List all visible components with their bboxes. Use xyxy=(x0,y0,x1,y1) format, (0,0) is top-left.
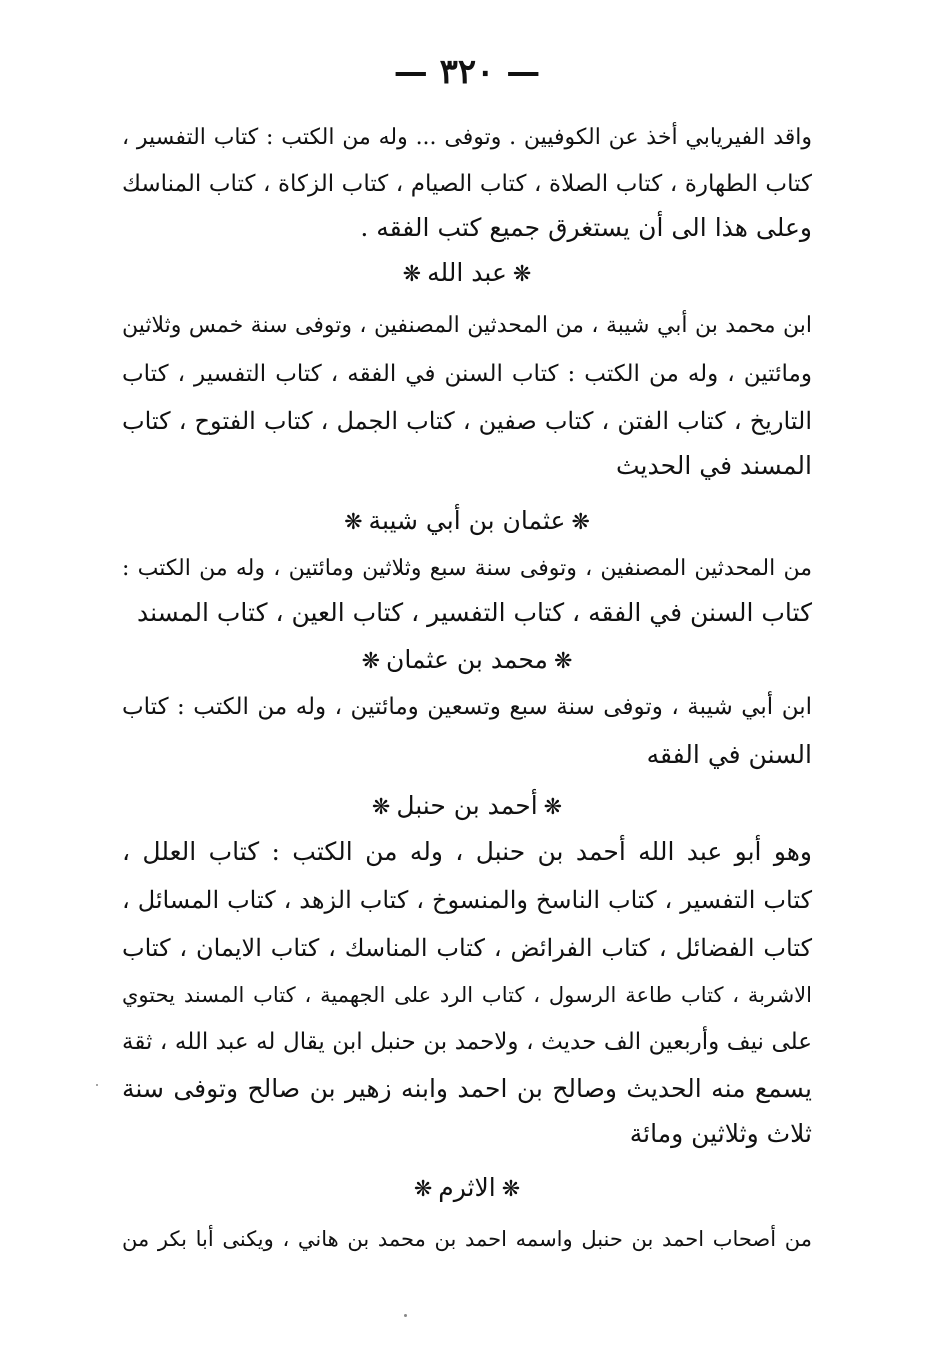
text-line: من أصحاب احمد بن حنبل واسمه احمد بن محمد بن هاني ، ويكنى أبا بكر من xyxy=(122,1227,812,1251)
text-line: كتاب الفضائل ، كتاب الفرائض ، كتاب المناسك ، كتاب الايمان ، كتاب xyxy=(122,934,812,962)
ornament-icon: ❋ xyxy=(344,510,363,535)
text-line: ابن محمد بن أبي شيبة ، من المحدثين المصنفين ، وتوفى سنة خمس وثلاثين xyxy=(122,313,812,338)
text-line: وهو أبو عبد الله أحمد بن حنبل ، وله من الكتب : كتاب العلل ، xyxy=(122,837,812,866)
ornament-icon: ❋ xyxy=(402,262,422,287)
section-heading-text: أحمد بن حنبل xyxy=(396,791,538,820)
text-line: ثلاث وثلاثين ومائة xyxy=(629,1119,812,1148)
text-line: كتاب التفسير ، كتاب الناسخ والمنسوخ ، كتاب الزهد ، كتاب المسائل ، xyxy=(122,886,812,914)
section-heading-athram xyxy=(0,1168,934,1208)
ornament-icon: ❋ xyxy=(361,649,381,674)
ornament-icon: ❋ xyxy=(413,1177,433,1202)
page-number: — ٣٢٠ — xyxy=(393,52,541,92)
ornament-icon: ❋ xyxy=(553,649,573,674)
scan-speck xyxy=(96,1084,98,1086)
text-line: ومائتين ، وله من الكتب : كتاب السنن في الفقه ، كتاب التفسير ، كتاب xyxy=(122,361,812,387)
section-heading-ahmad xyxy=(0,786,934,826)
ornament-icon: ❋ xyxy=(512,262,532,287)
section-heading-text: عبد الله xyxy=(427,258,507,287)
section-heading-text: محمد بن عثمان xyxy=(386,645,548,674)
text-line: التاريخ ، كتاب الفتن ، كتاب صفين ، كتاب الجمل ، كتاب الفتوح ، كتاب xyxy=(122,407,812,435)
text-line: من المحدثين المصنفين ، وتوفى سنة سبع وثلاثين ومائتين ، وله من الكتب : xyxy=(122,556,812,581)
section-heading-text: الاثرم xyxy=(438,1173,496,1202)
ornament-icon: ❋ xyxy=(571,510,590,535)
ornament-icon: ❋ xyxy=(371,795,391,820)
text-line: يسمع منه الحديث وصالح بن احمد وابنه زهير بن صالح وتوفى سنة xyxy=(122,1074,812,1103)
text-line: ابن أبي شيبة ، وتوفى سنة سبع وتسعين ومائتين ، وله من الكتب : كتاب xyxy=(122,694,812,720)
text-line: وعلى هذا الى أن يستغرق جميع كتب الفقه . xyxy=(360,213,812,242)
text-line: المسند في الحديث xyxy=(616,451,812,480)
scan-speck xyxy=(404,1314,407,1317)
ornament-icon: ❋ xyxy=(501,1177,521,1202)
text-line: كتاب السنن في الفقه ، كتاب التفسير ، كتاب العين ، كتاب المسند xyxy=(136,598,812,627)
ornament-icon: ❋ xyxy=(543,795,563,820)
section-heading-text: عثمان بن أبي شيبة xyxy=(368,506,566,535)
text-line: الاشربة ، كتاب طاعة الرسول ، كتاب الرد على الجهمية ، كتاب المسند يحتوي xyxy=(122,983,812,1007)
section-heading-abdullah xyxy=(0,253,934,293)
text-line: السنن في الفقه xyxy=(646,740,812,769)
text-line: كتاب الطهارة ، كتاب الصلاة ، كتاب الصيام ، كتاب الزكاة ، كتاب المناسك xyxy=(122,171,812,197)
section-heading-muhammad xyxy=(0,640,934,680)
section-heading-uthman xyxy=(0,501,934,541)
text-line: واقد الفيريابي أخذ عن الكوفيين . وتوفى ... وله من الكتب : كتاب التفسير ، xyxy=(122,125,812,150)
text-line: على نيف وأربعين الف حديث ، ولاحمد بن حنبل ابن يقال له عبد الله ، ثقة xyxy=(122,1029,812,1055)
